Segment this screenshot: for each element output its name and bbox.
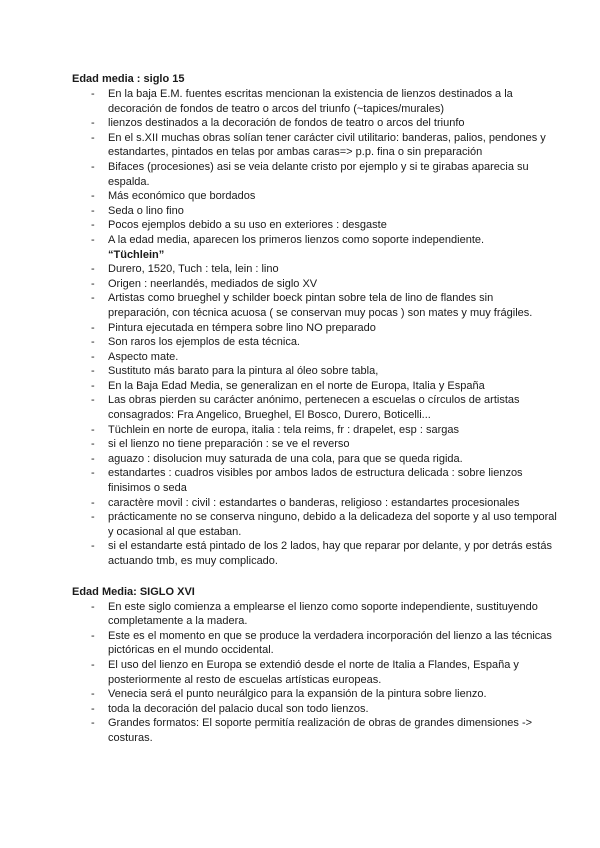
item-text: Sustituto más barato para la pintura al óleo sobre tabla, xyxy=(108,365,379,378)
item-text: En el s.XII muchas obras solían tener carácter civil utilitario: banderas, palios, pendones y estandartes, pintados en telas por ambas caras=> p.p. fina o sin preparación xyxy=(108,131,546,159)
list-item xyxy=(72,87,557,116)
item-text: toda la decoración del palacio ducal son todo lienzos. xyxy=(108,702,369,715)
bullet-dash: - xyxy=(91,511,95,524)
item-text: Aspecto mate. xyxy=(108,350,179,363)
bullet-dash: - xyxy=(91,658,95,671)
item-text: prácticamente no se conserva ninguno, debido a la delicadeza del soporte y al uso temporal y ocasional al que estaban. xyxy=(108,511,557,538)
item-text: aguazo : disolucion muy saturada de una cola, para que se queda rigida. xyxy=(108,452,463,465)
section-edad-media-siglo-15 xyxy=(72,72,560,569)
bullet-dash: - xyxy=(91,688,95,701)
list-item xyxy=(72,629,557,658)
list-item xyxy=(72,291,557,320)
item-text: En este siglo comienza a emplearse el lienzo como soporte independiente, sustituyendo completamente a la madera. xyxy=(108,600,538,628)
bullet-dash: - xyxy=(91,292,95,305)
list-item xyxy=(72,393,557,422)
list-item xyxy=(72,716,557,745)
bullet-dash: - xyxy=(91,600,95,613)
item-text: Pintura ejecutada en témpera sobre lino NO preparado xyxy=(108,321,376,334)
item-text: Este es el momento en que se produce la verdadera incorporación del lienzo a las técnicas pictóricas en el mundo occidental. xyxy=(108,629,552,657)
item-text: si el estandarte está pintado de los 2 lados, hay que reparar por delante, y por detrás estás actuando tmb, es muy complicado. xyxy=(108,540,552,567)
item-text: lienzos destinados a la decoración de fondos de teatro o arcos del triunfo xyxy=(108,117,465,130)
list-item xyxy=(72,321,557,336)
item-text: Más económico que bordados xyxy=(108,190,256,203)
list-item xyxy=(72,204,557,219)
item-text: estandartes : cuadros visibles por ambos lados de estructura delicada : sobre lienzos finisimos o seda xyxy=(108,467,523,495)
list-item xyxy=(72,496,557,511)
list-item xyxy=(72,189,557,204)
bullet-dash: - xyxy=(91,717,95,730)
list-item xyxy=(72,335,557,350)
bullet-list xyxy=(72,600,560,746)
bullet-dash: - xyxy=(91,394,95,407)
bullet-dash: - xyxy=(91,277,95,290)
bullet-dash: - xyxy=(91,219,95,232)
bullet-dash: - xyxy=(91,496,95,509)
list-item xyxy=(72,160,557,189)
list-item xyxy=(72,600,557,629)
term-tuchlein: “Tüchlein” xyxy=(108,248,165,261)
bullet-dash: - xyxy=(91,629,95,642)
list-item xyxy=(72,277,557,292)
item-text: El uso del lienzo en Europa se extendió desde el norte de Italia a Flandes, España y posteriormente al resto de escuelas artísticas europeas. xyxy=(108,658,519,686)
list-item xyxy=(72,262,557,277)
item-text: A la edad media, aparecen los primeros lienzos como soporte independiente. xyxy=(108,233,485,246)
bullet-dash: - xyxy=(91,88,95,100)
list-item xyxy=(72,218,557,233)
list-item xyxy=(72,131,557,160)
list-item xyxy=(72,379,557,394)
list-item xyxy=(72,423,557,438)
bullet-dash: - xyxy=(91,423,95,436)
bullet-dash: - xyxy=(91,263,95,276)
item-text: En la Baja Edad Media, se generalizan en el norte de Europa, Italia y España xyxy=(108,379,485,392)
item-text: si el lienzo no tiene preparación : se ve el reverso xyxy=(108,438,350,451)
list-item xyxy=(72,702,557,717)
bullet-dash: - xyxy=(91,467,95,480)
bullet-dash: - xyxy=(91,204,95,217)
item-text: Grandes formatos: El soporte permitía realización de obras de grandes dimensiones -> costuras. xyxy=(108,717,533,744)
section-title: Edad media : siglo 15 xyxy=(72,73,185,85)
list-item xyxy=(72,658,557,687)
bullet-dash: - xyxy=(91,321,95,334)
bullet-dash: - xyxy=(91,365,95,378)
bullet-dash: - xyxy=(91,117,95,130)
item-text: Origen : neerlandés, mediados de siglo XV xyxy=(108,277,318,290)
list-item xyxy=(72,539,557,568)
bullet-dash: - xyxy=(91,540,95,553)
bullet-dash: - xyxy=(91,160,95,173)
bullet-dash: - xyxy=(91,702,95,715)
bullet-list xyxy=(72,87,560,569)
item-text: Tüchlein en norte de europa, italia : tela reims, fr : drapelet, esp : sargas xyxy=(108,423,459,436)
item-text: Seda o lino fino xyxy=(108,204,184,217)
list-item xyxy=(72,510,557,539)
item-text: Son raros los ejemplos de esta técnica. xyxy=(108,336,300,349)
item-text: En la baja E.M. fuentes escritas mencionan la existencia de lienzos destinados a la decoración de fondos de teatro o arcos del triunfo (~tapices/murales) xyxy=(108,88,513,115)
list-item xyxy=(72,233,557,262)
item-text: Venecia será el punto neurálgico para la expansión de la pintura sobre lienzo. xyxy=(108,688,487,701)
item-text: Pocos ejemplos debido a su uso en exteriores : desgaste xyxy=(108,219,387,232)
item-text: Bifaces (procesiones) asi se veia delante cristo por ejemplo y si te girabas aparecia su espalda. xyxy=(108,160,529,188)
item-text: Durero, 1520, Tuch : tela, lein : lino xyxy=(108,263,279,276)
bullet-dash: - xyxy=(91,190,95,203)
list-item xyxy=(72,437,557,452)
bullet-dash: - xyxy=(91,379,95,392)
bullet-dash: - xyxy=(91,233,95,246)
item-text: caractère movil : civil : estandartes o banderas, religioso : estandartes procesionales xyxy=(108,496,520,509)
list-item xyxy=(72,364,557,379)
list-item xyxy=(72,466,557,495)
list-item xyxy=(72,687,557,702)
section-title: Edad Media: SIGLO XVI xyxy=(72,585,195,598)
item-text: Artistas como brueghel y schilder boeck pintan sobre tela de lino de flandes sin preparación, con técnica acuosa ( se conservan muy pocas ) son mates y muy frágiles. xyxy=(108,292,533,319)
bullet-dash: - xyxy=(91,452,95,465)
bullet-dash: - xyxy=(91,350,95,363)
bullet-dash: - xyxy=(91,438,95,451)
item-text: Las obras pierden su carácter anónimo, pertenecen a escuelas o círculos de artistas consagrados: Fra Angelico, Brueghel, El Bosco, Durero, Boticelli... xyxy=(108,394,520,422)
bullet-dash: - xyxy=(91,131,95,144)
list-item xyxy=(72,350,557,365)
list-item xyxy=(72,116,557,131)
list-item xyxy=(72,452,557,467)
bullet-dash: - xyxy=(91,336,95,349)
section-edad-media-siglo-xvi xyxy=(72,585,560,746)
